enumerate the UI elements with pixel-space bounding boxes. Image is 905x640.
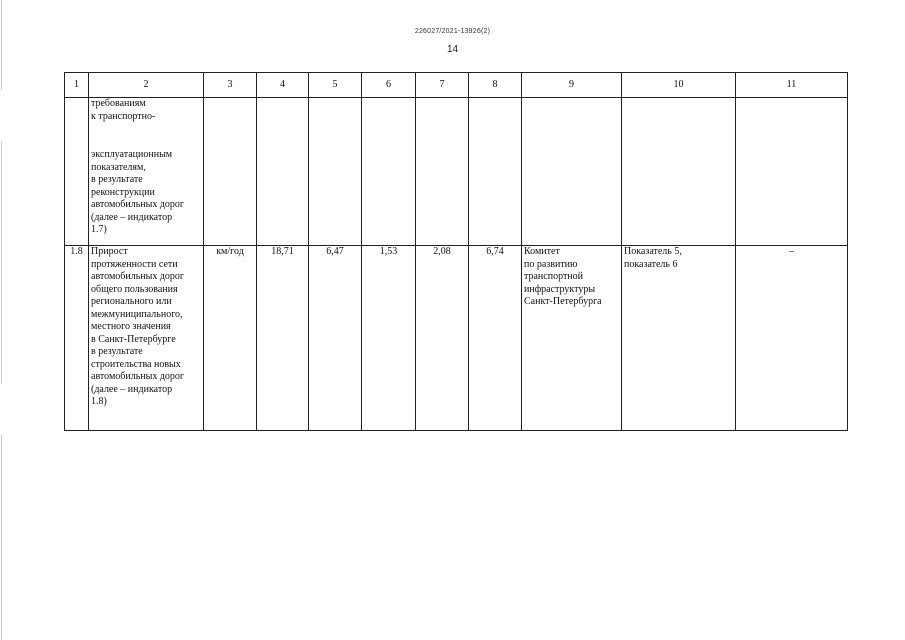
indicator-name-line: автомобильных дорог bbox=[91, 371, 185, 382]
responsible-cell bbox=[522, 98, 622, 246]
value-cell: 6,74 bbox=[469, 246, 522, 431]
indicator-name-line: автомобильных дорог bbox=[91, 271, 185, 282]
page-number: 14 bbox=[446, 44, 459, 55]
column-header: 4 bbox=[257, 73, 309, 98]
indicator-name-line: регионального или bbox=[91, 296, 172, 307]
indicator-name-line: 1.7) bbox=[91, 224, 107, 235]
responsible-line: транспортной bbox=[524, 271, 584, 282]
column-header: 6 bbox=[362, 73, 416, 98]
column-header: 9 bbox=[522, 73, 622, 98]
indicator-name-line: к транспортно- bbox=[91, 110, 156, 122]
column-header: 3 bbox=[204, 73, 257, 98]
value-cell bbox=[362, 98, 416, 246]
indicator-name-cell bbox=[89, 246, 204, 431]
indicator-name-line: местного значения bbox=[91, 321, 171, 332]
responsible-cell bbox=[522, 246, 622, 431]
value-cell bbox=[469, 98, 522, 246]
indicator-name-line: (далее – индикатор bbox=[91, 383, 173, 395]
unit-cell: км/год bbox=[204, 246, 257, 431]
indicator-name-line: межмуниципального, bbox=[91, 308, 183, 320]
indicator-name-line: строительства новых bbox=[91, 358, 181, 370]
row-number-cell bbox=[65, 98, 89, 246]
value-cell: 18,71 bbox=[257, 246, 309, 431]
column-header: 2 bbox=[89, 73, 204, 98]
indicators-cell bbox=[622, 98, 736, 246]
table-row bbox=[65, 98, 848, 246]
responsible-line: Санкт-Петербурга bbox=[524, 296, 602, 307]
responsible-line: Комитет bbox=[524, 246, 560, 257]
column-header: 5 bbox=[309, 73, 362, 98]
indicator-name-line: 1.8) bbox=[91, 396, 107, 407]
note-cell: – bbox=[736, 246, 848, 431]
document-registration-number: 226027/2021-13926(2) bbox=[414, 28, 491, 35]
indicator-name-line: общего пользования bbox=[91, 283, 178, 295]
value-cell: 6,47 bbox=[309, 246, 362, 431]
column-header: 11 bbox=[736, 73, 848, 98]
value-cell: 2,08 bbox=[416, 246, 469, 431]
column-header: 7 bbox=[416, 73, 469, 98]
responsible-line: по развитию bbox=[524, 258, 578, 270]
indicator-name-line: автомобильных дорог bbox=[91, 199, 185, 210]
indicator-name-line: в Санкт-Петербурге bbox=[91, 333, 176, 345]
indicators-cell bbox=[622, 246, 736, 431]
indicator-name-cell bbox=[89, 98, 204, 246]
value-cell: 1,53 bbox=[362, 246, 416, 431]
responsible-line: инфраструктуры bbox=[524, 283, 596, 295]
indicator-name-line: реконструкции bbox=[91, 186, 155, 198]
indicator-name-line: в результате bbox=[91, 346, 143, 357]
unit-cell bbox=[204, 98, 257, 246]
indicator-name-line: эксплуатационным bbox=[91, 149, 173, 160]
scan-edge bbox=[1, 0, 2, 640]
indicators-line: Показатель 5, bbox=[624, 246, 682, 257]
column-header: 1 bbox=[65, 73, 89, 98]
note-cell bbox=[736, 98, 848, 246]
indicators-line: показатель 6 bbox=[624, 258, 678, 270]
indicator-name-line: в результате bbox=[91, 174, 143, 185]
row-number-cell: 1.8 bbox=[65, 246, 89, 431]
value-cell bbox=[257, 98, 309, 246]
indicator-name-line: Прирост bbox=[91, 246, 128, 257]
column-header: 8 bbox=[469, 73, 522, 98]
indicator-name-line: (далее – индикатор bbox=[91, 211, 173, 223]
value-cell bbox=[309, 98, 362, 246]
indicators-table bbox=[64, 72, 848, 431]
indicator-name-line: показателям, bbox=[91, 161, 146, 173]
column-header: 10 bbox=[622, 73, 736, 98]
indicator-name-line: требованиям bbox=[91, 98, 146, 109]
indicator-name-line: протяженности сети bbox=[91, 258, 178, 270]
value-cell bbox=[416, 98, 469, 246]
column-number-row bbox=[65, 73, 848, 98]
table-row bbox=[65, 246, 848, 431]
